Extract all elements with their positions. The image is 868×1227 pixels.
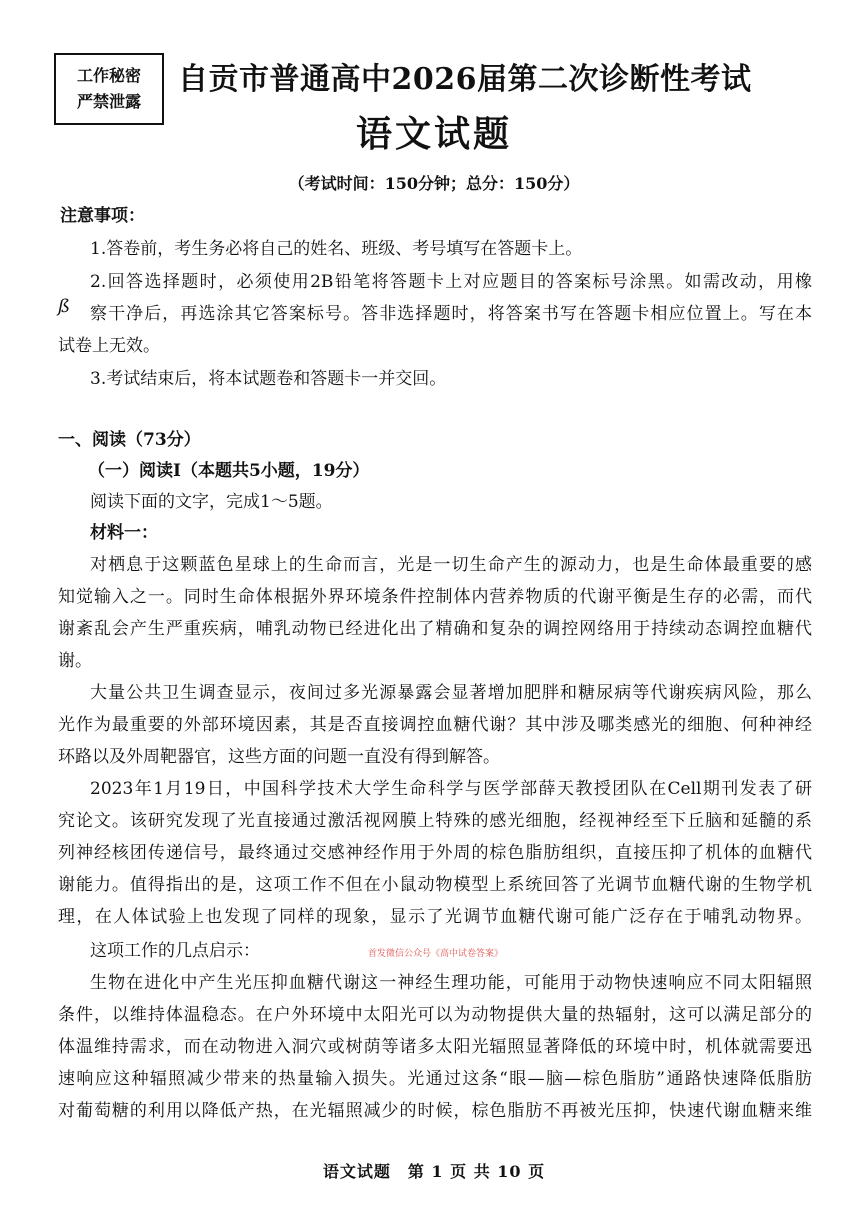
paragraph-3-line-1: 2023年1月19日，中国科学技术大学生命科学与医学部薛天教授团队在Cell期刊发表了研 [90,779,812,799]
notice-heading: 注意事项： [60,206,145,226]
watermark-text: 首发微信公众号《高中试卷答案》 [368,949,504,959]
paragraph-1-line-4: 谢。 [58,651,92,671]
reading-instruction: 阅读下面的文字，完成1～5题。 [90,492,333,512]
notice-item-1: 1.答卷前，考生务必将自己的姓名、班级、考号填写在答题卡上。 [90,239,583,259]
margin-mark: ß [58,296,71,317]
page-footer: 语文试题 第 1 页 共 10 页 [322,1162,546,1181]
paragraph-3-line-5: 理，在人体试验上也发现了同样的现象，显示了光调节血糖代谢可能广泛存在于哺乳动物界。 [58,907,812,927]
notice-item-2-line-3: 试卷上无效。 [58,336,160,356]
notice-item-2-line-1: 2.回答选择题时，必须使用2B铅笔将答题卡上对应题目的答案标号涂黑。如需改动，用橡 [90,272,812,292]
notice-item-2-line-2: 察干净后，再选涂其它答案标号。答非选择题时，将答案书写在答题卡相应位置上。写在本 [90,304,812,324]
paragraph-2-line-3: 环路以及外周靶器官，这些方面的问题一直没有得到解答。 [58,747,500,767]
exam-time-info: （考试时间：150分钟；总分：150分） [288,174,580,193]
subject-title: 语文试题 [355,113,512,155]
paragraph-2-line-1: 大量公共卫生调查显示，夜间过多光源暴露会显著增加肥胖和糖尿病等代谢疾病风险，那么 [90,683,812,703]
paragraph-5-line-5: 对葡萄糖的利用以降低产热，在光辐照减少的时候，棕色脂肪不再被光压抑，快速代谢血糖来维 [58,1101,812,1121]
stamp-line-2: 严禁泄露 [76,92,141,111]
exam-title: 自贡市普通高中2026届第二次诊断性考试 [178,62,752,97]
paragraph-3-line-3: 列神经核团传递信号，最终通过交感神经作用于外周的棕色脂肪组织，直接压抑了机体的血糖代 [58,843,812,863]
paragraph-1-line-3: 谢紊乱会产生严重疾病，哺乳动物已经进化出了精确和复杂的调控网络用于持续动态调控血糖代 [58,619,812,639]
material-label: 材料一： [90,523,158,543]
section-heading: 一、阅读（73分） [58,430,201,450]
paragraph-3-line-4: 谢能力。值得指出的是，这项工作不但在小鼠动物模型上系统回答了光调节血糖代谢的生物学机 [58,875,812,895]
sub-section-heading: （一）阅读Ⅰ（本题共5小题，19分） [88,461,370,481]
paragraph-1-line-1: 对栖息于这颗蓝色星球上的生命而言，光是一切生命产生的源动力，也是生命体最重要的感 [90,555,812,575]
paragraph-3-line-2: 究论文。该研究发现了光直接通过激活视网膜上特殊的感光细胞，经视神经至下丘脑和延髓的系 [58,811,812,831]
notice-item-3: 3.考试结束后，将本试题卷和答题卡一并交回。 [90,369,447,389]
paragraph-1-line-2: 知觉输入之一。同时生命体根据外界环境条件控制体内营养物质的代谢平衡是生存的必需，而代 [58,587,812,607]
paragraph-5-line-2: 条件，以维持体温稳态。在户外环境中太阳光可以为动物提供大量的热辐射，这可以满足部分的 [58,1005,812,1025]
paragraph-5-line-1: 生物在进化中产生光压抑血糖代谢这一神经生理功能，可能用于动物快速响应不同太阳辐照 [90,973,812,993]
paragraph-2-line-2: 光作为最重要的外部环境因素，其是否直接调控血糖代谢？其中涉及哪类感光的细胞、何种神经 [58,715,812,735]
stamp-line-1: 工作秘密 [76,66,141,85]
paragraph-5-line-4: 速响应这种辐照减少带来的热量输入损失。光通过这条“眼—脑—棕色脂肪”通路快速降低脂肪 [58,1069,812,1089]
paragraph-5-line-3: 体温维持需求，而在动物进入洞穴或树荫等诸多太阳光辐照显著降低的环境中时，机体就需要迅 [58,1037,812,1057]
paragraph-4-line-1: 这项工作的几点启示： [90,941,260,961]
